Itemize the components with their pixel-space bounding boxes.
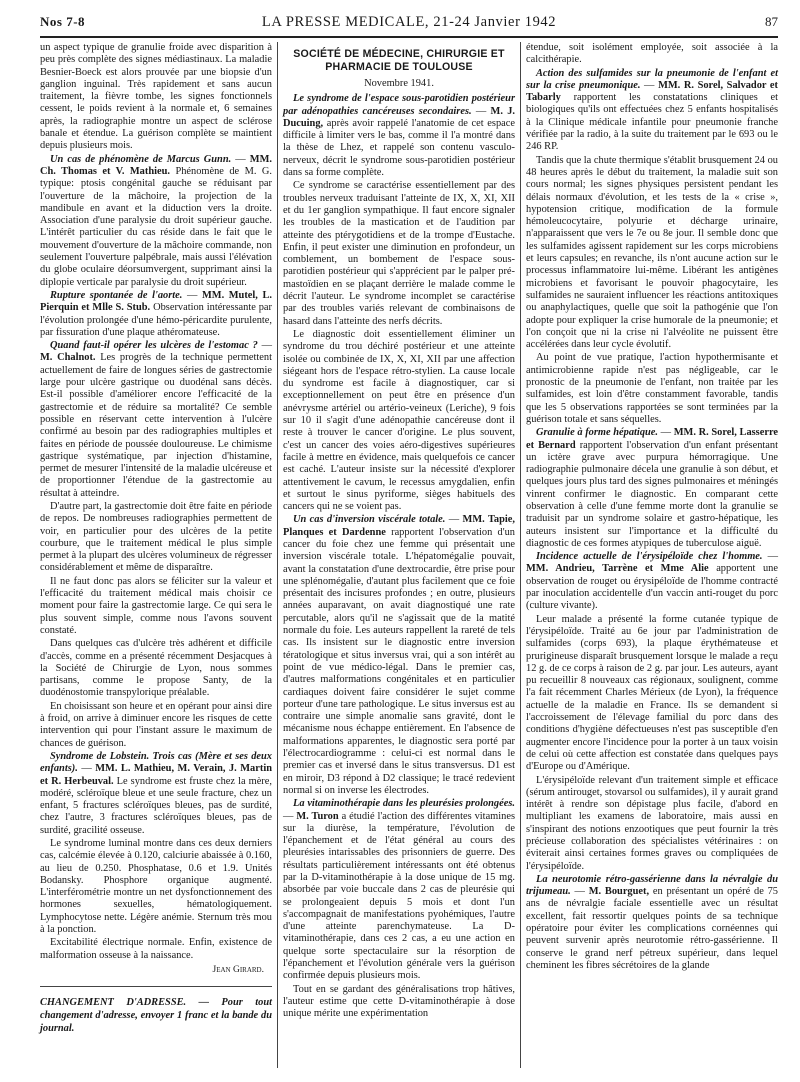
article-title: Syndrome de Lobstein. Trois cas (Mère et ses deux enfants).	[40, 750, 272, 775]
society-heading: SOCIÉTÉ DE MÉDECINE, CHIRURGIE ET PHARMACIE DE TOULOUSE	[293, 48, 505, 73]
article-authors: MM. L. Mathieu, M. Verain, J. Martin et R. Herbeuval.	[40, 763, 272, 787]
paragraph: étendue, soit isolément employée, soit associée à la calcithérapie.	[526, 42, 778, 66]
column-divider	[520, 42, 521, 1068]
article-rupture-aorte: Rupture spontanée de l'aorte. — MM. Mutel, L. Pierquin et Mlle S. Stub. Observation intéressante par l'évolution prolongée d'une hémo-péricardite purulente, par fissuration d'une plaque athéromateuse.	[40, 289, 273, 338]
paragraph: Le diagnostic doit essentiellement éliminer un syndrome du trou déchiré postérieur et une atteinte isolée ou combinée de IX, X, XI, XII par une affection siégeant hors de l'espace rétro-stylien. La cause locale du syndrome est facile à diagnostiquer, car si exceptionnellement on peut être en présence d'un anévrysme artériel ou artério-veineux (Leriche), 9 fois sur 10 il s'agit d'une adénopathie cancéreuse dont il reste à trouver le cancer d'origine. Le plus souvent, c'est un cancer des voies aéro-digestives supérieures facile à mettre en évidence, mais quelquefois ce cancer est caché. L'auteur insiste sur la nécessité d'explorer attentivement le cavum, le recessus amygdalien, enfin et surtout le sinus pyriforme, sièges habituels des cancers qui ne se voient pas.	[283, 328, 515, 513]
paragraph: L'érysipéloïde relevant d'un traitement simple et efficace (sérum antirouget, stovarsol ou sulfamides), il y aurait grand intérêt à rendre son dépistage plus facile, d'abord en multipliant les examens de laboratoire, mais aussi en s'inspirant des notions enzootiques que peut fournir la très précieuse collaboration des spécialistes vétérinaires : on éviterait ainsi certaines formes graves ou compliquées de l'érysipéloïde.	[526, 774, 778, 872]
article-text: après avoir rappelé l'anatomie de cet espace difficile à limiter vers le bas, comme il l'a montré dans la thèse de Lhez, et rappelé son contenu vasculo-nerveux, décrit le syndrome sous-parotidien postérieur dans sa forme complète.	[283, 117, 515, 179]
notice-change-address	[40, 997, 272, 1035]
column-middle	[283, 42, 515, 1022]
article-authors: M. Chalnot.	[40, 352, 96, 364]
article-sous-parotidien: Le syndrome de l'espace sous-parotidien postérieur par adénopathies cancéreuses secondaires. — M. J. Ducuing, après avoir rappelé l'anatomie de cet espace difficile à limiter vers le bas, comme il l'a montré dans la thèse de Lhez, et rappelé son contenu vasculo-nerveux, décrit le syndrome sous-parotidien postérieur dans sa forme complète.	[283, 93, 516, 179]
section-rule	[40, 986, 272, 987]
article-authors: M. Bourguet,	[588, 886, 650, 898]
paragraph: Tout en se gardant des généralisations trop hâtives, l'auteur estime que cette D-vitaminothérapie à dose unique mérite une expérimentation	[283, 983, 515, 1020]
article-title: Granulie à forme hépatique.	[536, 427, 658, 439]
article-text: en présentant un opéré de 75 ans de névralgie faciale essentielle avec un résultat excellent, fait ressortir quelques points de sa technique opératoire pour éviter les complications cornéennes qui peuvent survenir après neurotomie rétro-gassérienne. Il conserve le grand nerf pétreux supérieur, dans lequel cheminent les fibres sécrétoires de la glande	[526, 886, 778, 971]
paragraph: En choisissant son heure et en opérant pour ainsi dire à froid, on arrive à diminuer encore les risques de cette intervention qui pour l'instant assure le maximum de chances de guérison.	[40, 700, 272, 749]
article-title: Incidence actuelle de l'érysipéloïde chez l'homme.	[536, 551, 763, 563]
article-authors: MM. Ch. Thomas et V. Mathieu.	[40, 153, 272, 177]
article-title: Action des sulfamides sur la pneumonie de l'enfant et sur la crise pneumonique.	[526, 67, 778, 91]
column-right	[526, 42, 778, 973]
article-sulfamides-pneumonie: Action des sulfamides sur la pneumonie de l'enfant et sur la crise pneumonique. — MM. R. Sorel, Salvador et Tabarly rapportent les constatations cliniques et biologiques qu'ils ont effectuées chez 5 enfants hospitalisés à la Clinique médicale infantile pour pneumonie franche vérifiée par la radio, à la suite du traitement par le 693 ou le 246 RP.	[526, 67, 779, 153]
article-text: apportent une observation de rouget ou érysipéloïde de l'homme contracté par inoculation accidentelle d'un vaccin anti-rouget du porc (culture vivante).	[526, 563, 778, 612]
article-title: La vitaminothérapie dans les pleurésies prolongées.	[293, 798, 515, 810]
paragraph: Leur malade a présenté la forme cutanée typique de l'érysipéloïde. Traité au 6e jour par l'administration de sulfamides (corps 693), la plaque érythémateuse et prurigineuse disparaît brusquement lorsque le malade a reçu 12 g. de ce corps à raison de 2 g. par jour. Les auteurs, ayant pu recueillir 8 nouveaux cas régionaux, soulignent, comme l'a fait récemment Charles Mérieux (de Lyon), la fréquence actuelle de la maladie en France. Ils se demandent si l'accroissement de l'élevage familial du porc dans des conditions d'hygiène défectueuses n'est pas susceptible d'en augmenter encore l'incidence pour la porter à un taux voisin de celui où cette affection est constatée dans quelques pays d'Europe ou d'Amérique.	[526, 613, 778, 773]
header-rule	[40, 36, 778, 38]
paragraph: Excitabilité électrique normale. Enfin, existence de malformation osseuse à la naissance.	[40, 937, 272, 961]
article-text: rapportent l'observation d'un enfant présentant un ictère grave avec purpura hémorragique. Une radiographie pulmonaire décela une granulie à son début, et quelques jours plus tard des signes pulmonaires et méningés vinrent confirmer le diagnostic. En comparant cette observation à celle d'une femme morte dont la granulie se traduisit par un syndrome solaire et gastro-hépatique, les auteurs insistent sur l'importance et la difficulté du diagnostic de ces formes atypiques de tuberculose aiguë.	[526, 439, 778, 549]
article-authors: MM. Tapie, Planques et Dardenne	[283, 514, 516, 538]
article-ulceres: Quand faut-il opérer les ulcères de l'estomac ? — M. Chalnot. Les progrès de la technique permettent actuellement de faire de longues séries de gastrectomie large pour ulcère gastrique ou duodénal sans décès. Est-il possible d'améliorer encore l'efficacité de la gastrectomie et de réduire sa mortalité? Ce semble possible en réservant cette intervention à l'ulcère confirmé au besoin par des radiographies multiples et faites en période de poussée douloureuse. Le chimisme gastrique systématique, par injection d'histamine, permet de mesurer l'intensité de la maladie ulcéreuse et de proportionner l'étendue de la gastrectomie au résultat à atteindre.	[40, 340, 272, 499]
page-header	[40, 14, 778, 36]
article-text: rapportent les constatations cliniques et biologiques qu'ils ont effectuées chez 5 enfants hospitalisés à la Clinique médicale infantile pour pneumonie franche vérifiée par la radio, à la suite du traitement par le 693 ou le 246 RP.	[526, 92, 778, 153]
paragraph: Le syndrome luminal montre dans ces deux derniers cas, calcémie élevée à 0.120, calciurie abaissée à 0.160, au lieu de 0.250. Phosphatase, 0.6 et 1.9. Unités Bodansky. Phosphore organique augmenté. L'interférométrie montre un net dysfonctionnement des hormones sexuelles, hématologiquement. Lymphocytose nette. Légère anémie. Sternum très mou à la ponction.	[40, 838, 272, 936]
notice-text: — Pour tout changement d'adresse, envoyer 1 franc et la bande du journal.	[40, 997, 272, 1034]
paragraph: D'autre part, la gastrectomie doit être faite en période de repos. De nombreuses radiographies permettent de voir, en particulier pour des ulcères de la petite courbure, que le traitement médical le plus simple permet à la plupart des ulcères volumineux de régresser considérablement et même de disparaître.	[40, 500, 272, 574]
article-title: Rupture spontanée de l'aorte.	[50, 289, 183, 301]
article-title: Un cas d'inversion viscérale totale.	[293, 514, 446, 526]
article-title: La neurotomie rétro-gassérienne dans la névralgie du trijumeau.	[526, 873, 778, 898]
article-text: rapportent l'observation d'un cancer du foie chez une femme qui présentait une inversion viscérale totale. L'hépatomégalie pouvait, avant la constatation d'une dextrocardie, être prise pour une splénomégalie, d'autant plus facilement que ce foie présentait des incisures profondes ; en outre, plusieurs années auparavant, on avait diagnostiqué une rate percutable, alors qu'il ne s'agissait que de la matité normale du foie. Les auteurs rappellent la rareté de tels cas. Ils insistent sur le diagnostic entre inversion tératologique et situs inversus vrai, qui a son intérêt au point de vue médico-légal. Dans le premier cas, d'autres malformations congénitales et en particulier cardiaques doivent faire considérer le sujet comme porteur d'une tare pathologique. Le situs inversus est au contraire une simple anomalie sans gravité, dont le mécanisme nous échappe entièrement. En l'absence de malformations apparentes, le diagnostic sera porté par l'électrocardiogramme : celui-ci est normal dans le premier cas et inversé dans le situs transversus. D1 est en miroir, D3 répond à D2 classique; le tracé redevient normal si on inverse les électrodes.	[283, 526, 515, 796]
notice-title: CHANGEMENT D'ADRESSE.	[40, 997, 187, 1009]
article-text: Les progrès de la technique permettent actuellement de faire de longues séries de gastrectomie large pour ulcère gastrique ou duodénal sans décès. Est-il possible d'améliorer encore l'efficacité de la gastrectomie et de réduire sa mortalité? Ce semble possible en réservant cette intervention à l'ulcère confirmé au besoin par des radiographies multiples et faites en période de poussée douloureuse. Le chimisme gastrique systématique, par injection d'histamine, permet de mesurer l'intensité de la maladie ulcéreuse et de proportionner l'étendue de la gastrectomie au résultat à atteindre.	[40, 352, 272, 499]
article-text: Phénomène de M. G. typique: ptosis congénital gauche se réduisant par l'ouverture de la mâchoire, la projection de la mandibule en avant et la diduction vers la droite. Association d'une paralysie du droit supérieur gauche. L'intérêt particulier du cas réside dans le fait que le mouvement d'ouverture de la mâchoire commande, non seulement l'ouverture palpébrale, mais aussi l'élévation du globe oculaire déorsumvergent, supprimant ainsi la diplopie verticale par paralysie du droit supérieur.	[40, 165, 272, 288]
column-divider	[277, 42, 278, 1068]
article-authors: MM. Mutel, L. Pierquin et Mlle S. Stub.	[40, 289, 272, 314]
article-text: a étudié l'action des différentes vitamines sur la diurèse, la température, l'évolution de l'épanchement et de l'état général au cours des pleurésies intarissables des prisonniers de guerre. Des résultats particulièrement intéressants ont été obtenus par la D-vitaminothérapie à la dose unique de 15 mg. absorbée par voie buccale dans 2 cas de pleurésie qui se prolongeaient depuis 5 mois et dont l'un s'accompagnait de manifestations pyohémiques, l'autre d'une atteinte parenchymateuse. La D-vitaminothérapie, dans ces 2 cas, a eu une action en quelque sorte spectaculaire sur la résorption de l'épanchement et l'évolution générale vers la guérison confirmée depuis plusieurs mois.	[283, 810, 515, 982]
page-number: 87	[765, 14, 778, 29]
article-authors: MM. Andrieu, Tarrène et Mme Alie	[526, 563, 709, 575]
article-inversion-viscerale: Un cas d'inversion viscérale totale. — MM. Tapie, Planques et Dardenne rapportent l'observation d'un cancer du foie chez une femme qui présentait une inversion viscérale totale. L'hépatomégalie pouvait, avant la constatation d'une dextrocardie, être prise pour une splénomégalie, d'autant plus facilement que ce foie présentait des incisures profondes ; en outre, plusieurs années auparavant, on avait diagnostiqué une rate percutable, alors qu'il ne s'agissait que de la matité normale du foie. Les auteurs rappellent la rareté de tels cas. Ils insistent sur le diagnostic entre inversion tératologique et situs inversus vrai, qui a son intérêt au point de vue médico-légal. Dans le premier cas, d'autres malformations congénitales et en particulier cardiaques doivent faire considérer le sujet comme porteur d'une tare pathologique. Le situs inversus est au contraire une simple anomalie sans gravité, dont le mécanisme nous échappe entièrement. En l'absence de malformations apparentes, le diagnostic sera porté par l'électrocardiogramme : celui-ci est normal dans le premier cas et inversé dans le situs transversus. D1 est en miroir, D3 répond à D2 classique; le tracé redevient normal si on inverse les électrodes.	[283, 514, 516, 796]
article-vitaminotherapie: La vitaminothérapie dans les pleurésies prolongées. — M. Turon a étudié l'action des différentes vitamines sur la diurèse, la température, l'évolution de l'épanchement et de l'état général au cours des pleurésies intarissables des prisonniers de guerre. Des résultats particulièrement intéressants ont été obtenus par la D-vitaminothérapie à la dose unique de 15 mg. absorbée par voie buccale dans 2 cas de pleurésie qui se prolongeaient depuis 5 mois et dont l'un s'accompagnait de manifestations pyohémiques, l'autre d'une atteinte parenchymateuse. La D-vitaminothérapie, dans ces 2 cas, a eu une action en quelque sorte spectaculaire sur la résorption de l'épanchement et l'évolution générale vers la guérison confirmée depuis plusieurs mois.	[283, 798, 515, 982]
signature: Jean Girard.	[212, 964, 264, 975]
article-authors: MM. R. Sorel, Lasserre et Bernard	[526, 427, 778, 451]
paragraph: Au point de vue pratique, l'action hypothermisante et antimicrobienne rapide n'est pas négligeable, car le pronostic de la pneumonie de l'enfant, non traitée par les sulfamides, est loin d'être constamment favorable, tandis que les 5 observations rapportées se sont terminées par la guérison totale et sans séquelles.	[526, 352, 778, 425]
article-lobstein: Syndrome de Lobstein. Trois cas (Mère et ses deux enfants). — MM. L. Mathieu, M. Verain, J. Martin et R. Herbeuval. Le syndrome est fruste chez la mère, modéré, scléroïque bleue et une seule fracture, chez un enfant, 5 fractures scléroïques bleues, pas de surdité, chez l'autre, 3 fractures scléroïques bleues, pas de surdité, gracilité osseuse.	[40, 750, 272, 836]
article-text: Le syndrome est fruste chez la mère, modéré, scléroïque bleue et une seule fracture, chez un enfant, 5 fractures scléroïques bleues, pas de surdité, chez l'autre, 3 fractures scléroïques bleues, pas de surdité, gracilité osseuse.	[40, 775, 272, 836]
session-date: Novembre 1941.	[364, 78, 434, 89]
paragraph: un aspect typique de granulie froide avec disparition à peu près complète des signes médiastinaux. La maladie Besnier-Boeck est alors prouvée par une biopsie d'un ganglion inguinal. Très rapidement et sans aucun traitement, la fièvre tombe, les signes fonctionnels cessent, le poids revient à la normale et, 6 semaines après, la radiographie montre un aspect de sclérose banale et étendue. La guérison complète se maintient depuis plusieurs mois.	[40, 42, 272, 152]
article-erysipeloide: Incidence actuelle de l'érysipéloïde chez l'homme. — MM. Andrieu, Tarrène et Mme Alie apportent une observation de rouget ou érysipéloïde de l'homme contracté par inoculation accidentelle d'un vaccin anti-rouget du porc (culture vivante).	[526, 551, 778, 612]
article-authors: MM. R. Sorel, Salvador et Tabarly	[526, 79, 779, 104]
article-authors: M. Turon	[296, 810, 339, 822]
article-title: Un cas de phénomène de Marcus Gunn.	[50, 153, 232, 165]
article-text: Observation intéressante par l'évolution prolongée d'une hémo-péricardite purulente, par fissuration d'une plaque athéromateuse.	[40, 302, 273, 338]
paragraph: Tandis que la chute thermique s'établit brusquement 24 ou 48 heures après le début du traitement, la maladie suit son cours normal; les signes physiques persistent pendant les délais normaux d'évolution, et les tests de la « crise », hypotension critique, modification de la formule hémoleucocytaire, polyurie et décharge urinaire, n'apparaissent que vers le 7e ou 8e jour. Il semble donc que les sulfamides agissent rapidement sur les corps microbiens et leurs capsules; en revanche, ils n'ont aucune action sur le processus inflammatoire lui-même. Libérant les antigènes microbiens et favorisant le pouvoir phagocytaire, les sulfamides ne sauraient influencer les réactions antitoxiques ou anaphylactiques, quelle que soit la pathogénie que l'on adopte pour expliquer la crise humorale de la pneumonie; et l'on conçoit que ni la crise ni l'alvéolite ne puissent être accélérées dans leur cycle évolutif.	[526, 154, 778, 351]
issue-number: Nos 7-8	[40, 14, 86, 29]
journal-title: LA PRESSE MEDICALE, 21-24 Janvier 1942	[261, 14, 557, 30]
article-title: Le syndrome de l'espace sous-parotidien postérieur par adénopathies cancéreuses secondaires.	[283, 93, 515, 117]
column-left	[40, 42, 272, 1036]
article-title: Quand faut-il opérer les ulcères de l'estomac ?	[50, 340, 258, 352]
article-authors: M. J. Ducuing,	[283, 105, 516, 129]
article-marcus-gunn: Un cas de phénomène de Marcus Gunn. — MM. Ch. Thomas et V. Mathieu. Phénomène de M. G. typique: ptosis congénital gauche se réduisant par l'ouverture de la mâchoire, la projection de la mandibule en avant et la diduction vers la droite. Association d'une paralysie du droit supérieur gauche. L'intérêt particulier du cas réside dans le fait que le mouvement d'ouverture de la mâchoire commande, non seulement l'ouverture palpébrale, mais aussi l'élévation du globe oculaire déorsumvergent, supprimant ainsi la diplopie verticale par paralysie du droit supérieur.	[40, 153, 272, 288]
paragraph: Ce syndrome se caractérise essentiellement par des troubles nerveux traduisant l'atteinte de IX, X, XI, XII et du 1er ganglion sympathique. Il faut encore signaler les troubles de la mastication et de l'audition par atteinte des ptérygotidiens et de la trompe d'Eustache. Enfin, il peut exister une diminution en profondeur, un comblement, un bombement de l'espace sous-parotidien postérieur qui s'apprécient par le palper pré-mastoïdien en se plaçant derrière le malade comme le décrit l'auteur. Le syndrome incomplet se caractérise par des troubles variés relevant de combinaisons de hasard dans l'atteinte des nerfs décrits.	[283, 180, 515, 327]
article-granulie-hepatique: Granulie à forme hépatique. — MM. R. Sorel, Lasserre et Bernard rapportent l'observation d'un enfant présentant un ictère grave avec purpura hémorragique. Une radiographie pulmonaire décela une granulie à son début, et quelques jours plus tard des signes pulmonaires et méningés vinrent confirmer le diagnostic. En comparant cette observation à celle d'une femme morte dont la granulie se traduisit par un syndrome solaire et gastro-hépatique, les auteurs insistent sur l'importance et la difficulté du diagnostic de ces formes atypiques de tuberculose aiguë.	[526, 427, 778, 549]
paragraph: Il ne faut donc pas alors se féliciter sur la valeur et l'efficacité du traitement médical mais choisir ce moment pour faire la gastrectomie large. Ce qui sera le plus souvent simple, comme nous l'avons souvent constaté.	[40, 575, 272, 636]
article-neurotomie: La neurotomie rétro-gassérienne dans la névralgie du trijumeau. — M. Bourguet, en présentant un opéré de 75 ans de névralgie faciale essentielle avec un résultat excellent, fait ressortir quelques points de sa technique opératoire pour éviter les complications cornéennes qui peuvent survenir après neurotomie rétro-gassérienne. Il conserve le grand nerf pétreux supérieur, dans lequel cheminent les fibres sécrétoires de la glande	[526, 873, 778, 971]
paragraph: Dans quelques cas d'ulcère très adhérent et difficile d'accès, comme en a présenté récemment Desjacques à la Société de Chirurgie de Lyon, nous sommes partisans, comme le propose Santy, de la duodénostomie transpylorique préalable.	[40, 638, 272, 699]
